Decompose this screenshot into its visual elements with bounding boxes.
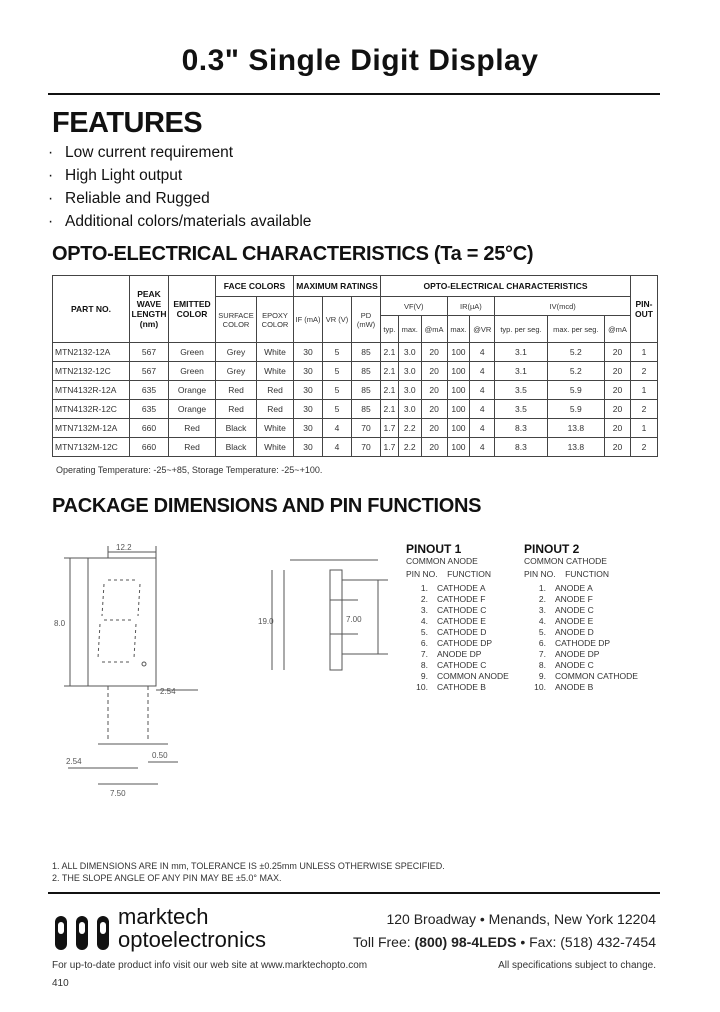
s-vr: @VR xyxy=(470,316,495,343)
table-cell: 567 xyxy=(130,343,169,362)
table-cell: 20 xyxy=(421,400,447,419)
table-cell: 2.2 xyxy=(398,438,421,457)
grp-max: MAXIMUM RATINGS xyxy=(294,276,381,297)
table-cell: 3.5 xyxy=(495,381,547,400)
pinout-2-header: PIN NO. FUNCTION xyxy=(524,569,610,579)
opto-heading: OPTO-ELECTRICAL CHARACTERISTICS (Ta = 25°C) xyxy=(52,243,534,265)
sub-pd: PD (mW) xyxy=(352,297,381,343)
pinout-1-subtitle: COMMON ANODE xyxy=(406,556,478,566)
feature-item: · High Light output xyxy=(48,167,183,184)
pin-row: 5. CATHODE D xyxy=(420,627,487,637)
table-cell: 2 xyxy=(631,438,658,457)
dp-dot xyxy=(142,662,146,666)
table-cell: 100 xyxy=(447,381,470,400)
table-cell: Red xyxy=(216,400,257,419)
sub-surface: SURFACE COLOR xyxy=(216,297,257,343)
table-cell: 20 xyxy=(605,381,631,400)
table-cell: 1.7 xyxy=(381,438,399,457)
table-cell: 660 xyxy=(130,438,169,457)
table-cell: 100 xyxy=(447,438,470,457)
table-cell: 2.1 xyxy=(381,400,399,419)
pin-row: 2. ANODE F xyxy=(538,594,593,604)
table-cell: 3.5 xyxy=(495,400,547,419)
table-cell: 3.1 xyxy=(495,362,547,381)
table-cell: 30 xyxy=(294,400,323,419)
pin-row: 9. COMMON ANODE xyxy=(420,671,509,681)
pinout-2-list xyxy=(524,583,638,693)
s-max: max. xyxy=(398,316,421,343)
pin-row: 8. CATHODE C xyxy=(420,660,487,670)
table-cell: 2.2 xyxy=(398,419,421,438)
pinout-2-title: PINOUT 2 xyxy=(524,542,580,556)
table-cell: 85 xyxy=(352,343,381,362)
grp-opto: OPTO-ELECTRICAL CHARACTERISTICS xyxy=(381,276,631,297)
feature-item: · Reliable and Rugged xyxy=(48,190,210,207)
grp-iv: IV(mcd) xyxy=(495,297,631,316)
table-cell: 20 xyxy=(421,343,447,362)
table-cell: Red xyxy=(257,381,294,400)
table-cell: 100 xyxy=(447,419,470,438)
note-2: 2. THE SLOPE ANGLE OF ANY PIN MAY BE ±5.0° MAX. xyxy=(52,873,282,883)
col-pinout: PIN-OUT xyxy=(631,276,658,343)
table-cell: Green xyxy=(169,362,216,381)
pin-row: 1. CATHODE A xyxy=(420,583,486,593)
table-cell: 100 xyxy=(447,343,470,362)
contact-line: Toll Free: (800) 98-4LEDS • Fax: (518) 432-7454 xyxy=(353,934,656,950)
table-cell: 20 xyxy=(421,419,447,438)
s-typ: typ. xyxy=(381,316,399,343)
page-number: 410 xyxy=(52,978,69,989)
table-cell: Red xyxy=(169,419,216,438)
feature-item: · Additional colors/materials available xyxy=(48,213,312,230)
table-cell: 4 xyxy=(470,343,495,362)
table-cell: 5.2 xyxy=(547,343,604,362)
table-cell: 4 xyxy=(470,419,495,438)
pinout-1 xyxy=(406,542,509,693)
table-cell: Black xyxy=(216,438,257,457)
sub-vr: VR (V) xyxy=(323,297,352,343)
table-cell: Red xyxy=(257,400,294,419)
table-cell: 20 xyxy=(605,438,631,457)
pinout-1-header: PIN NO. FUNCTION xyxy=(406,569,492,579)
pin-row: 4. ANODE E xyxy=(538,616,594,626)
segment-outline xyxy=(98,580,140,662)
pin-row: 3. ANODE C xyxy=(538,605,594,615)
table-cell: Red xyxy=(169,438,216,457)
table-cell: Black xyxy=(216,419,257,438)
pin-row: 1. ANODE A xyxy=(538,583,593,593)
table-cell: 5 xyxy=(323,362,352,381)
table-cell: 100 xyxy=(447,400,470,419)
spec-table xyxy=(52,275,658,457)
table-cell: 13.8 xyxy=(547,438,604,457)
front-outline xyxy=(88,558,156,686)
table-cell: 5 xyxy=(323,343,352,362)
dim-p-label: 2.54 xyxy=(160,687,176,696)
table-cell: 5.9 xyxy=(547,400,604,419)
table-cell: 3.1 xyxy=(495,343,547,362)
table-cell: MTN2132-12A xyxy=(53,343,130,362)
table-cell: 8.3 xyxy=(495,419,547,438)
table-cell: 8.3 xyxy=(495,438,547,457)
col-peak: PEAK WAVE LENGTH (nm) xyxy=(130,276,169,343)
table-cell: 1 xyxy=(631,381,658,400)
table-cell: 635 xyxy=(130,381,169,400)
table-cell: 1.7 xyxy=(381,419,399,438)
pin-row: 2. CATHODE F xyxy=(420,594,486,604)
pin-row: 8. ANODE C xyxy=(538,660,594,670)
grp-face: FACE COLORS xyxy=(216,276,294,297)
logo-line-1: marktech xyxy=(118,904,209,929)
pin-row: 5. ANODE D xyxy=(538,627,594,637)
table-cell: 85 xyxy=(352,400,381,419)
logo-line-2: optoelectronics xyxy=(118,927,266,952)
features-heading: FEATURES xyxy=(52,107,203,139)
table-cell: 4 xyxy=(470,381,495,400)
table-cell: MTN4132R-12A xyxy=(53,381,130,400)
table-cell: 100 xyxy=(447,362,470,381)
dim-side2-label: 7.00 xyxy=(346,615,362,624)
table-cell: 1 xyxy=(631,419,658,438)
table-cell: 2.1 xyxy=(381,343,399,362)
table-cell: 70 xyxy=(352,419,381,438)
table-row xyxy=(53,400,658,419)
table-cell: MTN2132-12C xyxy=(53,362,130,381)
address: 120 Broadway • Menands, New York 12204 xyxy=(386,911,656,927)
table-row xyxy=(53,362,658,381)
pin-row: 7. ANODE DP xyxy=(420,649,482,659)
table-cell: Grey xyxy=(216,362,257,381)
table-cell: 30 xyxy=(294,381,323,400)
pin-row: 4. CATHODE E xyxy=(420,616,486,626)
table-cell: 2.1 xyxy=(381,362,399,381)
dim-left-label: 8.0 xyxy=(54,619,66,628)
grp-ir: IR(µA) xyxy=(447,297,495,316)
table-cell: 4 xyxy=(470,400,495,419)
table-cell: 5.2 xyxy=(547,362,604,381)
dim-top-label: 12.2 xyxy=(116,543,132,552)
table-row xyxy=(53,438,658,457)
table-cell: 20 xyxy=(421,381,447,400)
pin-row: 7. ANODE DP xyxy=(538,649,600,659)
col-emitted: EMITTED COLOR xyxy=(169,276,216,343)
s-ma: @mA xyxy=(421,316,447,343)
table-cell: 20 xyxy=(605,419,631,438)
table-cell: 2.1 xyxy=(381,381,399,400)
table-cell: 30 xyxy=(294,438,323,457)
table-cell: 5 xyxy=(323,381,352,400)
table-cell: Orange xyxy=(169,381,216,400)
pinout-1-list xyxy=(406,583,509,693)
table-cell: White xyxy=(257,362,294,381)
dim-pin-label: 0.50 xyxy=(152,751,168,760)
pin-row: 6. CATHODE DP xyxy=(420,638,493,648)
s-typ-seg: typ. per seg. xyxy=(495,316,547,343)
pin-row: 10. CATHODE B xyxy=(416,682,486,692)
note-1: 1. ALL DIMENSIONS ARE IN mm, TOLERANCE IS ±0.25mm UNLESS OTHERWISE SPECIFIED. xyxy=(52,861,445,871)
sub-epoxy: EPOXY COLOR xyxy=(257,297,294,343)
table-row xyxy=(53,419,658,438)
table-cell: 85 xyxy=(352,381,381,400)
table-cell: 20 xyxy=(605,362,631,381)
table-cell: Orange xyxy=(169,400,216,419)
package-drawing xyxy=(48,530,408,810)
disclaimer: All specifications subject to change. xyxy=(498,960,656,971)
table-cell: 30 xyxy=(294,419,323,438)
table-cell: White xyxy=(257,343,294,362)
table-cell: 1 xyxy=(631,343,658,362)
table-cell: Green xyxy=(169,343,216,362)
table-cell: 20 xyxy=(421,438,447,457)
pin-row: 6. CATHODE DP xyxy=(538,638,611,648)
s-max-seg: max. per seg. xyxy=(547,316,604,343)
table-cell: 660 xyxy=(130,419,169,438)
col-part: PART NO. xyxy=(53,276,130,343)
table-cell: 2 xyxy=(631,362,658,381)
title-rule xyxy=(48,93,660,95)
table-cell: White xyxy=(257,438,294,457)
table-cell: 20 xyxy=(605,343,631,362)
table-cell: 635 xyxy=(130,400,169,419)
sub-if: IF (mA) xyxy=(294,297,323,343)
pinout-2-subtitle: COMMON CATHODE xyxy=(524,556,607,566)
table-cell: 4 xyxy=(470,438,495,457)
temperature-note: Operating Temperature: -25~+85, Storage Temperature: -25~+100. xyxy=(56,465,323,475)
dim-bottom-label: 7.50 xyxy=(110,789,126,798)
table-cell: 20 xyxy=(605,400,631,419)
table-cell: 5.9 xyxy=(547,381,604,400)
pinout-1-title: PINOUT 1 xyxy=(406,542,462,556)
dim-pitch-label: 2.54 xyxy=(66,757,82,766)
pin-row: 9. COMMON CATHODE xyxy=(538,671,638,681)
table-cell: 70 xyxy=(352,438,381,457)
table-cell: 4 xyxy=(470,362,495,381)
package-heading: PACKAGE DIMENSIONS AND PIN FUNCTIONS xyxy=(52,495,482,517)
table-cell: 30 xyxy=(294,362,323,381)
feature-item: · Low current requirement xyxy=(48,144,233,161)
s-ma2: @mA xyxy=(605,316,631,343)
pinout-2 xyxy=(524,542,638,693)
pin-row: 10. ANODE B xyxy=(534,682,594,692)
table-cell: 4 xyxy=(323,419,352,438)
table-cell: 2 xyxy=(631,400,658,419)
table-cell: 30 xyxy=(294,343,323,362)
table-cell: White xyxy=(257,419,294,438)
table-cell: 85 xyxy=(352,362,381,381)
table-cell: 3.0 xyxy=(398,381,421,400)
table-cell: 3.0 xyxy=(398,400,421,419)
table-cell: Red xyxy=(216,381,257,400)
s-max2: max. xyxy=(447,316,470,343)
table-cell: 3.0 xyxy=(398,343,421,362)
table-cell: 4 xyxy=(323,438,352,457)
website-note: For up-to-date product info visit our web site at www.marktechopto.com xyxy=(52,960,368,971)
table-cell: 5 xyxy=(323,400,352,419)
table-cell: MTN7132M-12A xyxy=(53,419,130,438)
pin-row: 3. CATHODE C xyxy=(420,605,487,615)
table-cell: MTN7132M-12C xyxy=(53,438,130,457)
table-row xyxy=(53,381,658,400)
grp-vf: VF(V) xyxy=(381,297,448,316)
table-cell: Grey xyxy=(216,343,257,362)
table-cell: MTN4132R-12C xyxy=(53,400,130,419)
table-cell: 3.0 xyxy=(398,362,421,381)
table-cell: 567 xyxy=(130,362,169,381)
table-row xyxy=(53,343,658,362)
table-cell: 20 xyxy=(421,362,447,381)
page-title: 0.3" Single Digit Display xyxy=(181,44,539,77)
table-cell: 13.8 xyxy=(547,419,604,438)
footer-rule xyxy=(48,892,660,894)
dim-side-label: 19.0 xyxy=(258,617,274,626)
logo-mark-icon xyxy=(52,906,116,952)
